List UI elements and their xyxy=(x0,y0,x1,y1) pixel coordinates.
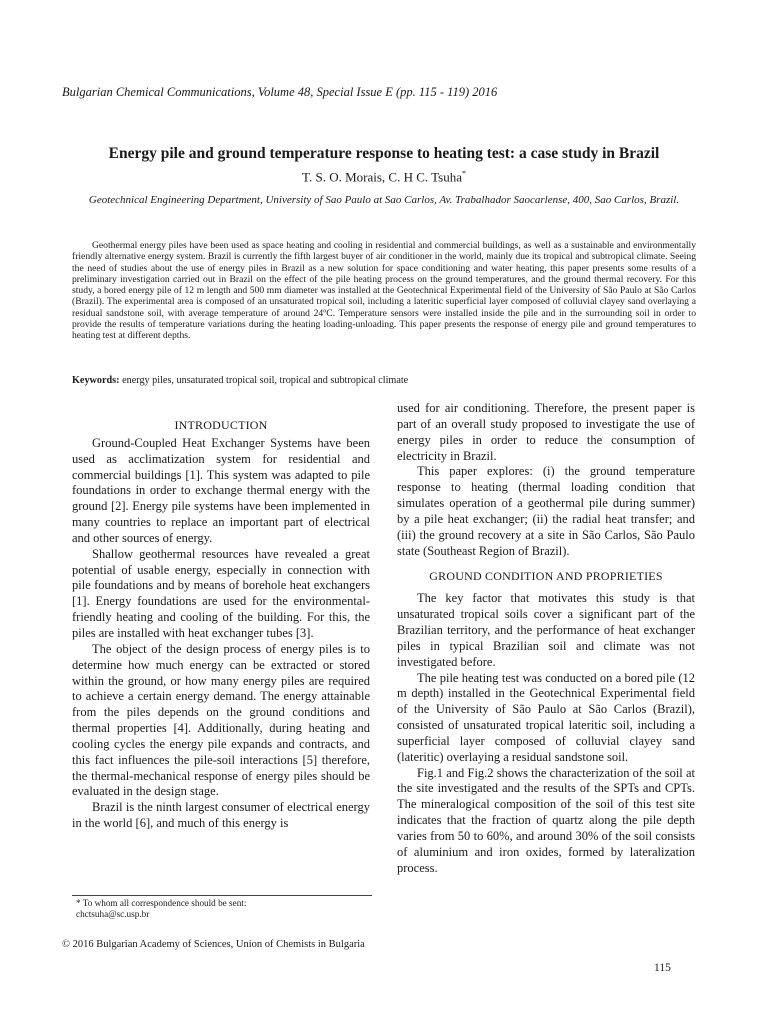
footnote-email: chctsuha@sc.usp.br xyxy=(76,909,150,919)
author-line xyxy=(0,169,768,185)
paragraph: The key factor that motivates this study is that unsaturated tropical soils cover a significant part of the Brazilian territory, and the performance of heat exchanger piles in typical Brazilian soil and climate was not investigated before. xyxy=(397,591,695,669)
copyright-notice: © 2016 Bulgarian Academy of Sciences, Union of Chemists in Bulgaria xyxy=(62,939,365,950)
paragraph: This paper explores: (i) the ground temperature response to heating (thermal loading condition that simulates operation of a geothermal pile during summer) by a pile heat exchanger; (ii) the radial heat transfer; and (iii) the ground recovery at a site in São Carlos, São Paulo state (Southeast Region of Brazil). xyxy=(397,464,695,558)
corresponding-author-mark: * xyxy=(462,169,467,178)
left-column xyxy=(72,418,370,832)
footnote-line: * To whom all correspondence should be sent: xyxy=(76,898,247,908)
paragraph: used for air conditioning. Therefore, the present paper is part of an overall study proposed to investigate the use of energy piles in order to reduce the consumption of electricity in Brazil. xyxy=(397,401,695,463)
paragraph: Fig.1 and Fig.2 shows the characterization of the soil at the site investigated and the results of the SPTs and CPTs. The mineralogical composition of the soil of this test site indicates that the fraction of quartz along the pile depth varies from 50 to 60%, and around 30% of the soil consists of aluminium and iron oxides, formed by lateralization process. xyxy=(397,765,695,875)
affiliation: Geotechnical Engineering Department, University of Sao Paulo at Sao Carlos, Av. Trabalhador Saocarlense, 400, Sao Carlos, Brazil. xyxy=(88,194,680,206)
paragraph: Ground-Coupled Heat Exchanger Systems have been used as acclimatization system for residential and commercial buildings [1]. This system was adapted to pile foundations in order to exchange thermal energy with the ground [2]. Energy pile systems have been implemented in many countries to replace an important part of electrical and other sources of energy. xyxy=(72,435,370,545)
footnote xyxy=(76,898,246,920)
paragraph: Brazil is the ninth largest consumer of electrical energy in the world [6], and much of this energy is xyxy=(72,800,370,831)
page-number: 115 xyxy=(654,962,671,974)
keywords-text: energy piles, unsaturated tropical soil, tropical and subtropical climate xyxy=(119,375,409,386)
paper-title: Energy pile and ground temperature response to heating test: a case study in Brazil xyxy=(108,145,660,162)
section-heading-ground-condition: GROUND CONDITION AND PROPRIETIES xyxy=(429,569,663,584)
section-heading-introduction: INTRODUCTION xyxy=(174,418,268,432)
right-column xyxy=(397,401,695,876)
footnote-divider xyxy=(72,895,372,896)
abstract: Geothermal energy piles have been used as space heating and cooling in residential and commercial buildings, as well as a sustainable and environmentally friendly alternative energy system. Brazil is currently the fifth largest buyer of air conditioner in the world, mainly due its tropical and subtropical climate. Seeing the need of studies about the use of energy piles in Brazil as a new solution for space conditioning and water heating, this paper presents some results of a preliminary investigation carried out in Brazil on the effect of the pile heating process on the ground temperatures, and the ground thermal recovery. For this study, a bored energy pile of 12 m length and 500 mm diameter was installed at the Geotechnical Experimental field of the University of São Paulo at São Carlos (Brazil). The experimental area is composed of an unsaturated tropical soil, including a lateritic superficial layer composed of colluvial clayey sand overlaying a residual sandstone soil, with average temperature of around 24ºC. Temperature sensors were installed inside the pile and in the surrounding soil in order to provide the results of temperature variations during the heating loading-unloading. This paper presents the response of energy pile and ground temperatures to heating test at different depths. xyxy=(72,240,696,342)
paragraph: The pile heating test was conducted on a bored pile (12 m depth) installed in the Geotechnical Experimental field of the University of São Paulo at São Carlos (Brazil), consisted of unsaturated tropical lateritic soil, including a superficial layer composed of colluvial clayey sand (lateritic) overlaying a residual sandstone soil. xyxy=(397,670,695,764)
journal-citation: Bulgarian Chemical Communications, Volume 48, Special Issue E (pp. 115 - 119) 2016 xyxy=(62,85,498,99)
paragraph: The object of the design process of energy piles is to determine how much energy can be extracted or stored within the ground, or how many energy piles are required to achieve a certain energy demand. The energy attainable from the piles depends on the ground conditions and thermal properties [4]. Additionally, during heating and cooling cycles the energy pile expands and contracts, and this fact influences the pile-soil interactions [5] therefore, the thermal-mechanical response of energy piles should be evaluated in the design stage. xyxy=(72,641,370,799)
keywords-label: Keywords: xyxy=(72,375,120,386)
author-names: T. S. O. Morais, C. H C. Tsuha xyxy=(301,169,463,185)
paragraph: Shallow geothermal resources have revealed a great potential of usable energy, especially in connection with pile foundations and by means of borehole heat exchangers [1]. Energy foundations are used for the environmental-friendly heating and cooling of the building. For this, the piles are installed with heat exchanger tubes [3]. xyxy=(72,546,370,640)
keywords xyxy=(72,375,712,386)
